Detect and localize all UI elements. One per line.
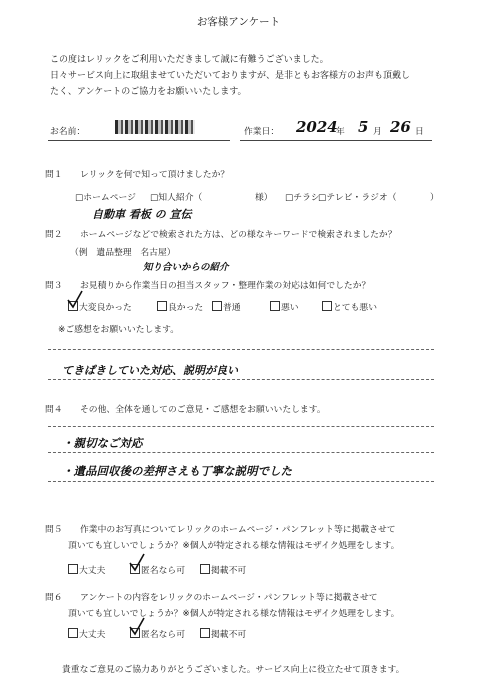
date-month: 5 bbox=[358, 118, 369, 136]
q4-number: 問４ bbox=[45, 405, 63, 415]
checkbox-icon bbox=[200, 564, 210, 574]
page-title: お客様アンケート bbox=[196, 16, 281, 28]
q4-line-3 bbox=[48, 481, 434, 482]
q3-text: お見積りから作業当日の担当スタッフ・整理作業の対応は如何でしたか？ bbox=[80, 281, 371, 291]
checkbox-icon bbox=[68, 628, 78, 638]
redacted-name bbox=[115, 120, 195, 134]
q4-handwritten-answer-1: ・親切なご対応 bbox=[62, 436, 143, 450]
q6-option-anonymous[interactable]: 匿名なら可 bbox=[130, 627, 185, 640]
q5-option-ok[interactable]: 大丈夫 bbox=[68, 563, 105, 576]
intro-line-2: 日々サービス向上に取組ませていただいておりますが、是非ともお客様方のお声も頂戴し bbox=[50, 71, 411, 81]
q5-text-line-2: 頂いても宜しいでしょうか？※個人が特定される様な情報はモザイク処理をします。 bbox=[68, 541, 400, 551]
q6-number: 問６ bbox=[45, 593, 63, 603]
date-month-unit: 月 bbox=[373, 127, 382, 137]
checkbox-icon bbox=[68, 564, 78, 574]
checkbox-icon bbox=[270, 301, 280, 311]
q1-number: 問１ bbox=[45, 170, 63, 180]
date-year: 2024 bbox=[296, 118, 338, 136]
checkbox-icon bbox=[157, 301, 167, 311]
q2-text: ホームページなどで検索された方は、どの様なキーワードで検索されましたか？ bbox=[80, 230, 397, 240]
date-label: 作業日： bbox=[244, 127, 280, 137]
checkmark-icon bbox=[128, 617, 146, 637]
q3-number: 問３ bbox=[45, 281, 63, 291]
q4-line-2 bbox=[48, 452, 434, 453]
q1-option-close: ） bbox=[430, 193, 439, 203]
q4-handwritten-answer-2: ・遺品回収後の差押さえも丁寧な説明でした bbox=[62, 464, 292, 478]
checkbox-icon bbox=[200, 628, 210, 638]
q2-handwritten-answer: 知り合いからの紹介 bbox=[143, 262, 229, 273]
q3-option-bad[interactable]: 悪い bbox=[270, 300, 299, 313]
q5-text-line-1: 作業中のお写真についてレリックのホームページ・パンフレット等に掲載させて bbox=[80, 525, 396, 535]
q3-option-normal[interactable]: 普通 bbox=[212, 300, 241, 313]
q4-text: その他、全体を通してのご意見・ご感想をお願いいたします。 bbox=[80, 405, 326, 415]
date-day: 26 bbox=[390, 118, 411, 136]
q1-text: レリックを何で知って頂けましたか？ bbox=[80, 170, 230, 180]
checkmark-icon bbox=[128, 553, 146, 573]
name-label: お名前： bbox=[50, 127, 86, 137]
q3-comment-line-2 bbox=[48, 379, 434, 380]
q4-line-1 bbox=[48, 426, 434, 427]
checkmark-icon bbox=[66, 290, 84, 310]
q1-option-homepage[interactable]: □ホームページ bbox=[75, 193, 136, 203]
date-day-unit: 日 bbox=[415, 127, 424, 137]
checkbox-icon bbox=[212, 301, 222, 311]
q3-option-very-good[interactable]: 大変良かった bbox=[68, 300, 132, 313]
name-underline bbox=[48, 140, 230, 141]
q5-option-anonymous[interactable]: 匿名なら可 bbox=[130, 563, 185, 576]
q1-option-tv-radio[interactable]: □テレビ・ラジオ（ bbox=[318, 193, 397, 203]
footer-thanks: 貴重なご意見のご協力ありがとうございました。サービス向上に役立たせて頂きます。 bbox=[62, 665, 405, 675]
q6-text-line-1: アンケートの内容をレリックのホームページ・パンフレット等に掲載させて bbox=[80, 593, 378, 603]
q5-option-not-allowed[interactable]: 掲載不可 bbox=[200, 563, 246, 576]
q5-number: 問５ bbox=[45, 525, 63, 535]
q6-option-ok[interactable]: 大丈夫 bbox=[68, 627, 105, 640]
q3-comment-line-1 bbox=[48, 349, 434, 350]
intro-line-3: たく、アンケートのご協力をお願いいたします。 bbox=[50, 87, 247, 97]
q3-comment-label: ※ご感想をお願いいたします。 bbox=[58, 325, 180, 335]
q2-number: 問２ bbox=[45, 230, 63, 240]
date-underline bbox=[240, 140, 432, 141]
q3-handwritten-answer: てきぱきしていた対応、説明が良い bbox=[62, 364, 238, 377]
q3-option-good[interactable]: 良かった bbox=[157, 300, 203, 313]
q1-option-flyer[interactable]: □チラシ bbox=[285, 193, 320, 203]
q1-option-referral[interactable]: □知人紹介（ bbox=[150, 193, 203, 203]
checkbox-icon bbox=[322, 301, 332, 311]
intro-line-1: この度はレリックをご利用いただきまして誠に有難うございました。 bbox=[50, 55, 329, 65]
q3-option-very-bad[interactable]: とても悪い bbox=[322, 300, 377, 313]
date-year-unit: 年 bbox=[336, 127, 345, 137]
q6-option-not-allowed[interactable]: 掲載不可 bbox=[200, 627, 246, 640]
q1-handwritten-answer: 自動車 看板 の 宣伝 bbox=[92, 208, 192, 221]
q6-text-line-2: 頂いても宜しいでしょうか？※個人が特定される様な情報はモザイク処理をします。 bbox=[68, 609, 400, 619]
q1-option-referral-suffix: 様） bbox=[255, 193, 273, 203]
q2-example: （例 遺品整理 名古屋） bbox=[70, 248, 176, 258]
